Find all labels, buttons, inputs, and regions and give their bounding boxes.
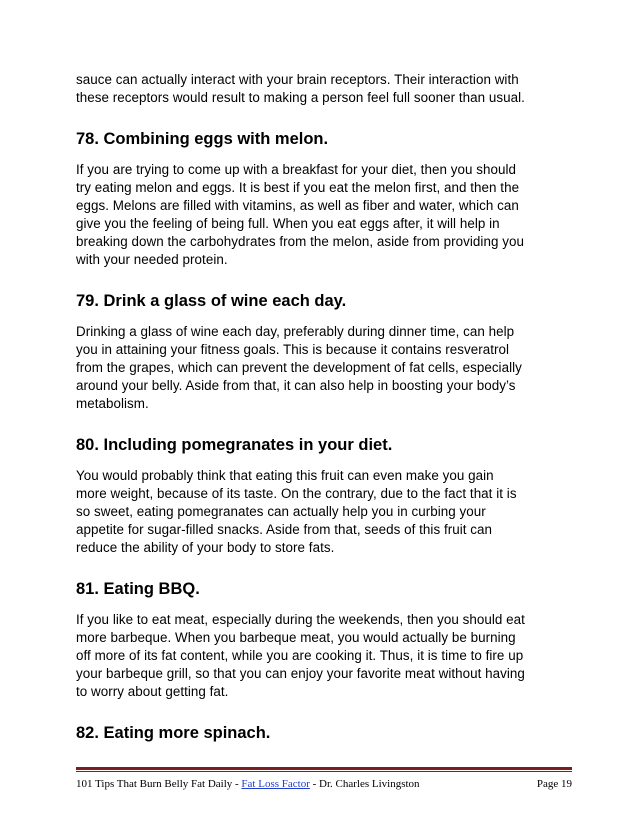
paragraph-line: more barbeque. When you barbeque meat, you would actually be burning bbox=[76, 630, 516, 645]
paragraph-line: to worry about getting fat. bbox=[76, 684, 229, 699]
page-footer bbox=[76, 776, 572, 792]
paragraph-line: appetite for sugar-filled snacks. Aside from that, seeds of this fruit can bbox=[76, 522, 493, 537]
paragraph-line: metabolism. bbox=[76, 396, 149, 411]
section-heading-79: 79. Drink a glass of wine each day. bbox=[76, 292, 347, 310]
paragraph-line: these receptors would result to making a person feel full sooner than usual. bbox=[76, 90, 525, 105]
page-content bbox=[76, 71, 572, 743]
paragraph-line: breaking down the carbohydrates from the melon, aside from providing you bbox=[76, 234, 524, 249]
intro-paragraph bbox=[76, 71, 572, 107]
section-heading-80: 80. Including pomegranates in your diet. bbox=[76, 436, 393, 454]
footer-prefix: 101 Tips That Burn Belly Fat Daily - bbox=[76, 778, 242, 790]
section-heading-78: 78. Combining eggs with melon. bbox=[76, 130, 329, 148]
paragraph-line: Drinking a glass of wine each day, preferably during dinner time, can help bbox=[76, 324, 515, 339]
paragraph-line: eggs. Melons are filled with vitamins, as well as fiber and water, which can bbox=[76, 198, 519, 213]
paragraph-line: with your needed protein. bbox=[76, 252, 228, 267]
footer-book-title bbox=[76, 776, 420, 792]
footer-divider bbox=[76, 767, 572, 770]
fat-loss-factor-link[interactable]: Fat Loss Factor bbox=[241, 778, 310, 790]
paragraph-line: If you are trying to come up with a breakfast for your diet, then you should bbox=[76, 162, 516, 177]
paragraph-line: sauce can actually interact with your brain receptors. Their interaction with bbox=[76, 72, 519, 87]
paragraph-line: you in attaining your fitness goals. This is because it contains resveratrol bbox=[76, 342, 510, 357]
section-paragraph-78 bbox=[76, 161, 572, 269]
section-paragraph-79 bbox=[76, 323, 572, 413]
section-heading-82: 82. Eating more spinach. bbox=[76, 724, 271, 742]
paragraph-line: If you like to eat meat, especially during the weekends, then you should eat bbox=[76, 612, 525, 627]
paragraph-line: your barbeque grill, so that you can enjoy your favorite meat without having bbox=[76, 666, 525, 681]
footer-divider-thin bbox=[76, 771, 572, 772]
paragraph-line: give you the feeling of being full. When you eat eggs after, it will help in bbox=[76, 216, 500, 231]
section-paragraph-80 bbox=[76, 467, 572, 557]
section-heading-81: 81. Eating BBQ. bbox=[76, 580, 200, 598]
paragraph-line: around your belly. Aside from that, it can also help in boosting your body’s bbox=[76, 378, 516, 393]
paragraph-line: off more of its fat content, while you are cooking it. Thus, it is time to fire up bbox=[76, 648, 524, 663]
paragraph-line: more weight, because of its taste. On the contrary, due to the fact that it is bbox=[76, 486, 517, 501]
section-paragraph-81 bbox=[76, 611, 572, 701]
paragraph-line: reduce the ability of your body to store fats. bbox=[76, 540, 335, 555]
paragraph-line: try eating melon and eggs. It is best if you eat the melon first, and then the bbox=[76, 180, 520, 195]
footer-suffix: - Dr. Charles Livingston bbox=[309, 778, 420, 790]
paragraph-line: You would probably think that eating this fruit can even make you gain bbox=[76, 468, 494, 483]
paragraph-line: from the grapes, which can prevent the development of fat cells, especially bbox=[76, 360, 522, 375]
page-number: Page 19 bbox=[536, 778, 572, 790]
paragraph-line: so sweet, eating pomegranates can actually help you in curbing your bbox=[76, 504, 486, 519]
